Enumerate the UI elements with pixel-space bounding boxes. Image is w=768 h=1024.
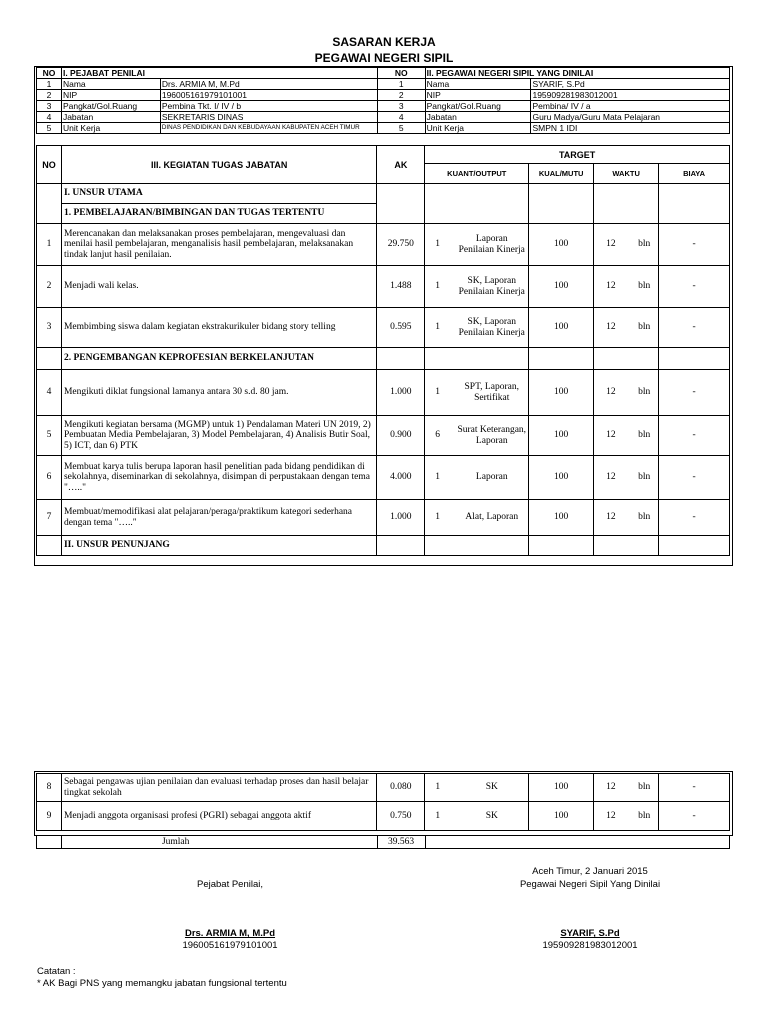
id-value: Guru Madya/Guru Mata Pelajaran: [531, 112, 730, 123]
place-date: Aceh Timur, 2 Januari 2015: [532, 866, 648, 877]
row-unit: bln: [638, 430, 651, 441]
id-value: Pembina Tkt. I/ IV / b: [160, 101, 377, 112]
row-biaya: -: [659, 266, 730, 308]
row-output: SPT, Laporan, Sertifikat: [464, 382, 519, 403]
row-unit: bln: [638, 322, 651, 333]
notes-label: Catatan :: [37, 966, 76, 977]
row-kual: 100: [529, 456, 594, 500]
jumlah-label: Jumlah: [61, 836, 377, 849]
row-unit: bln: [638, 782, 651, 793]
activities-table: [36, 145, 730, 556]
row-kual: 100: [529, 224, 594, 266]
id-no: 2: [377, 90, 425, 101]
row-biaya: -: [659, 224, 730, 266]
id-no: 5: [377, 123, 425, 134]
id-value: DINAS PENDIDIKAN DAN KEBUDAYAAN KABUPATEN ACEH TIMUR: [160, 123, 377, 134]
row-biaya: -: [659, 308, 730, 348]
row-qty: 1: [435, 281, 441, 292]
table-header-row: [37, 146, 730, 164]
row-kual: 100: [529, 802, 594, 831]
identity-row: [37, 112, 730, 123]
table-row: [37, 224, 730, 266]
id-value: SYARIF, S.Pd: [531, 79, 730, 90]
row-no: 1: [37, 224, 62, 266]
row-output: SK, Laporan Penilaian Kinerja: [458, 276, 525, 297]
section-row: [37, 184, 730, 204]
row-waktu: 12: [606, 239, 616, 250]
col-kuant: KUANT/OUTPUT: [425, 164, 529, 184]
jumlah-row: [37, 836, 730, 849]
row-kegiatan: Menjadi anggota organisasi profesi (PGRI) sebagai anggota aktif: [61, 802, 376, 831]
row-ak: 29.750: [377, 224, 425, 266]
id-label: Jabatan: [61, 112, 160, 123]
table-row: [37, 308, 730, 348]
id-no: 1: [37, 79, 62, 90]
row-ak: 4.000: [377, 456, 425, 500]
id-no: 1: [377, 79, 425, 90]
row-no: 5: [37, 416, 62, 456]
left-signatory-name: Drs. ARMIA M, M.Pd: [184, 928, 276, 939]
row-biaya: -: [659, 456, 730, 500]
identity-table: [36, 67, 730, 134]
identity-row: [37, 79, 730, 90]
col-ak: AK: [377, 146, 425, 184]
row-output: Alat, Laporan: [465, 512, 519, 523]
section-unsur-penunjang: II. UNSUR PENUNJANG: [61, 536, 376, 556]
row-kual: 100: [529, 266, 594, 308]
row-output: SK: [485, 810, 498, 821]
row-no: 6: [37, 456, 62, 500]
jumlah-table: [36, 835, 730, 849]
right-signatory-name: SYARIF, S.Pd: [560, 928, 620, 939]
row-qty: 1: [435, 239, 441, 250]
row-waktu: 12: [606, 782, 616, 793]
section-row: [37, 348, 730, 370]
row-no: 2: [37, 266, 62, 308]
notes-text: * AK Bagi PNS yang memangku jabatan fungsional tertentu: [37, 978, 287, 989]
col-waktu: WAKTU: [594, 164, 659, 184]
section-pembelajaran: 1. PEMBELAJARAN/BIMBINGAN DAN TUGAS TERTENTU: [61, 204, 376, 224]
identity-header-row: [37, 68, 730, 79]
row-no: 8: [37, 774, 62, 802]
id-label: Jabatan: [425, 112, 531, 123]
id-value: SMPN 1 IDI: [531, 123, 730, 134]
activities-table-continued: [36, 773, 730, 831]
col-no: NO: [37, 146, 62, 184]
id-value: 195909281983012001: [531, 90, 730, 101]
col-kegiatan: III. KEGIATAN TUGAS JABATAN: [61, 146, 376, 184]
id-label: Unit Kerja: [61, 123, 160, 134]
row-biaya: -: [659, 500, 730, 536]
id-label: Pangkat/Gol.Ruang: [61, 101, 160, 112]
id-label: Unit Kerja: [425, 123, 531, 134]
id-value: SEKRETARIS DINAS: [160, 112, 377, 123]
id-no: 5: [37, 123, 62, 134]
row-unit: bln: [638, 512, 651, 523]
row-output: SK: [485, 782, 498, 793]
row-kegiatan: Membuat/memodifikasi alat pelajaran/peraga/praktikum kategori sederhana dengan tema "…..": [61, 500, 376, 536]
col-kual: KUAL/MUTU: [529, 164, 594, 184]
table-row: [37, 802, 730, 831]
row-kegiatan: Membimbing siswa dalam kegiatan ekstrakurikuler bidang story telling: [61, 308, 376, 348]
row-no: 7: [37, 500, 62, 536]
row-kegiatan: Menjadi wali kelas.: [61, 266, 376, 308]
row-output: SK, Laporan Penilaian Kinerja: [458, 317, 525, 338]
row-qty: 1: [435, 782, 441, 793]
row-kegiatan: Sebagai pengawas ujian penilaian dan evaluasi terhadap proses dan hasil belajar tingkat sekolah: [61, 774, 376, 802]
row-waktu: 12: [606, 512, 616, 523]
left-signatory-nip: 196005161979101001: [182, 940, 278, 951]
row-qty: 6: [435, 430, 441, 441]
col-no-left: NO: [37, 68, 62, 79]
row-no: 9: [37, 802, 62, 831]
id-no: 4: [377, 112, 425, 123]
row-kegiatan: Membuat karya tulis berupa laporan hasil penelitian pada bidang pendidikan di sekolahnya, diseminarkan di sekolahnya, disimpan di perpustakaan dengan tema "…..": [61, 456, 376, 500]
right-signatory-nip: 195909281983012001: [542, 940, 638, 951]
table-row: [37, 456, 730, 500]
row-kegiatan: Mengikuti kegiatan bersama (MGMP) untuk 1) Pendalaman Materi UN 2019, 2) Pembuatan Media Pembelajaran, 3) Model Pembelajaran, 4) Analisis Butir Soal, 5) ICT, dan 6) PTK: [61, 416, 376, 456]
jumlah-value: 39.563: [377, 836, 425, 849]
row-biaya: -: [659, 416, 730, 456]
row-qty: 1: [435, 472, 441, 483]
row-waktu: 12: [606, 430, 616, 441]
id-value: 196005161979101001: [160, 90, 377, 101]
row-kual: 100: [529, 416, 594, 456]
section-pengembangan: 2. PENGEMBANGAN KEPROFESIAN BERKELANJUTAN: [61, 348, 376, 370]
row-unit: bln: [638, 387, 651, 398]
row-waktu: 12: [606, 281, 616, 292]
row-kegiatan: Mengikuti diklat fungsional lamanya antara 30 s.d. 80 jam.: [61, 370, 376, 416]
right-role: Pegawai Negeri Sipil Yang Dinilai: [519, 879, 661, 890]
row-no: 3: [37, 308, 62, 348]
row-biaya: -: [659, 802, 730, 831]
id-value: Drs. ARMIA M, M.Pd: [160, 79, 377, 90]
row-qty: 1: [435, 810, 441, 821]
row-ak: 0.900: [377, 416, 425, 456]
id-no: 4: [37, 112, 62, 123]
section-row: [37, 536, 730, 556]
id-label: NIP: [425, 90, 531, 101]
row-ak: 1.000: [377, 370, 425, 416]
document-subtitle: PEGAWAI NEGERI SIPIL: [314, 51, 454, 65]
id-label: NIP: [61, 90, 160, 101]
row-kual: 100: [529, 500, 594, 536]
row-ak: 1.488: [377, 266, 425, 308]
row-biaya: -: [659, 774, 730, 802]
identity-row: [37, 90, 730, 101]
row-biaya: -: [659, 370, 730, 416]
row-qty: 1: [435, 322, 441, 333]
row-ak: 1.000: [377, 500, 425, 536]
row-ak: 0.080: [377, 774, 425, 802]
id-value: Pembina/ IV / a: [531, 101, 730, 112]
row-waktu: 12: [606, 810, 616, 821]
col-no-right: NO: [377, 68, 425, 79]
id-label: Pangkat/Gol.Ruang: [425, 101, 531, 112]
section-unsur-utama: I. UNSUR UTAMA: [61, 184, 376, 204]
row-kual: 100: [529, 308, 594, 348]
table-row: [37, 370, 730, 416]
row-kual: 100: [529, 774, 594, 802]
row-output: Surat Keterangan, Laporan: [457, 425, 527, 446]
row-output: Laporan: [475, 472, 508, 483]
id-label: Nama: [425, 79, 531, 90]
row-unit: bln: [638, 810, 651, 821]
row-output: Laporan Penilaian Kinerja: [458, 234, 525, 255]
left-role: Pejabat Penilai,: [196, 879, 264, 890]
row-waktu: 12: [606, 387, 616, 398]
id-no: 2: [37, 90, 62, 101]
id-no: 3: [37, 101, 62, 112]
document-title: SASARAN KERJA: [332, 35, 436, 49]
pejabat-title: I. PEJABAT PENILAI: [61, 68, 377, 79]
row-unit: bln: [638, 281, 651, 292]
row-ak: 0.595: [377, 308, 425, 348]
table-row: [37, 774, 730, 802]
identity-row: [37, 101, 730, 112]
identity-row: [37, 123, 730, 134]
table-row: [37, 266, 730, 308]
id-no: 3: [377, 101, 425, 112]
table-row: [37, 416, 730, 456]
row-qty: 1: [435, 387, 441, 398]
row-kegiatan: Merencanakan dan melaksanakan proses pembelajaran, mengevaluasi dan menilai hasil pembelajaran, menganalisis hasil pembelajaran, melaksanakan tindak lanjut hasil penilaian.: [61, 224, 376, 266]
col-target: TARGET: [425, 146, 730, 164]
table-row: [37, 500, 730, 536]
pns-title: II. PEGAWAI NEGERI SIPIL YANG DINILAI: [425, 68, 729, 79]
row-waktu: 12: [606, 322, 616, 333]
row-ak: 0.750: [377, 802, 425, 831]
col-biaya: BIAYA: [659, 164, 730, 184]
row-kual: 100: [529, 370, 594, 416]
row-waktu: 12: [606, 472, 616, 483]
row-no: 4: [37, 370, 62, 416]
row-unit: bln: [638, 239, 651, 250]
row-unit: bln: [638, 472, 651, 483]
id-label: Nama: [61, 79, 160, 90]
row-qty: 1: [435, 512, 441, 523]
